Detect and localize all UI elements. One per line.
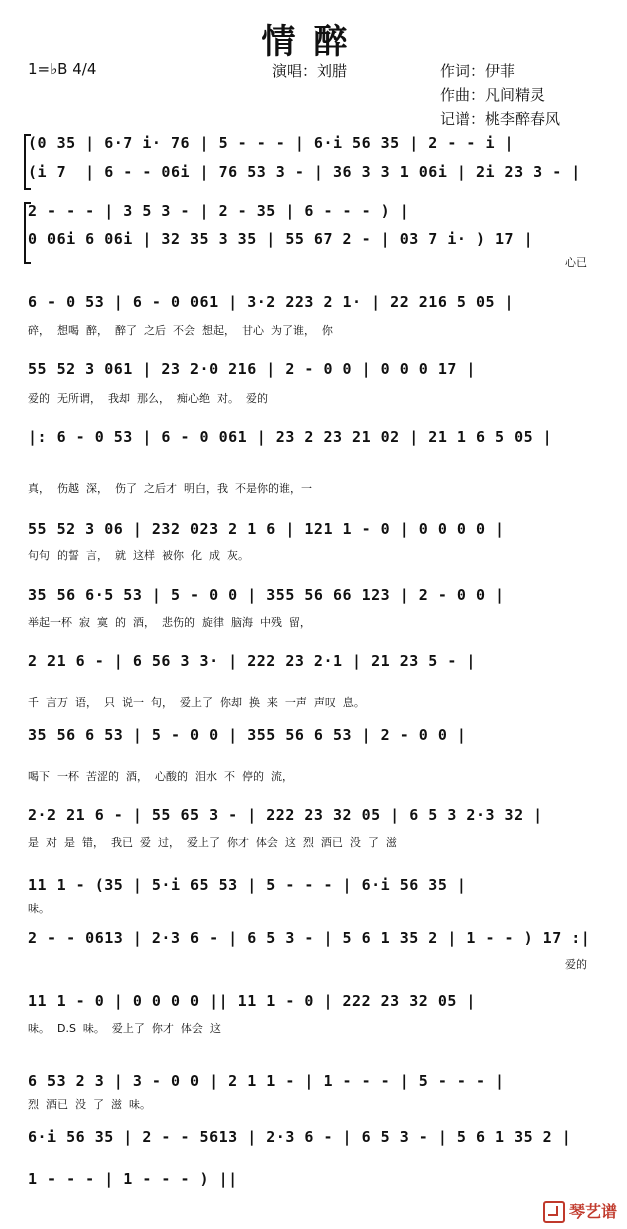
lyric-line: 爱的 无所谓， 我却 那么， 痴心绝 对。 爱的 xyxy=(28,392,268,405)
lyric-line: 喝下 一杯 苦涩的 酒， 心酸的 泪水 不 停的 流， xyxy=(28,770,293,783)
notation-line: 55 52 3 06 | 232 023 2 1 6 | 121 1 - 0 | 0 0 0 0 | xyxy=(28,520,505,538)
lyric-line: 味。 xyxy=(28,902,50,915)
notation-line: 0 06i 6 06i | 32 35 3 35 | 55 67 2 - | 03 7 i· ) 17 | xyxy=(28,230,534,248)
notation-line: (i 7 | 6 - - 06i | 76 53 3 - | 36 3 3 1 06i | 2i 23 3 - | xyxy=(28,163,581,181)
notation-line: 11 1 - 0 | 0 0 0 0 || 11 1 - 0 | 222 23 32 05 | xyxy=(28,992,476,1010)
song-title: 情醉 xyxy=(261,22,366,62)
notation-line: 2 - - 0613 | 2·3 6 - | 6 5 3 - | 5 6 1 35 2 | 1 - - ) 17 :| xyxy=(28,929,591,947)
lyric-line: 烈 酒已 没 了 滋 味。 xyxy=(28,1098,151,1111)
notation-line: 2 21 6 - | 6 56 3 3· | 222 23 2·1 | 21 23 5 - | xyxy=(28,652,476,670)
notation-line: 6·i 56 35 | 2 - - 5613 | 2·3 6 - | 6 5 3 - | 5 6 1 35 2 | xyxy=(28,1128,572,1146)
key-signature: 1=♭B 4/4 xyxy=(28,60,97,78)
lyric-line: 千 言万 语， 只 说一 句， 爱上了 你却 换 来 一声 声叹 息。 xyxy=(28,696,365,709)
lyric-line: 句句 的誓 言， 就 这样 被你 化 成 灰。 xyxy=(28,549,249,562)
notation-line: 35 56 6 53 | 5 - 0 0 | 355 56 6 53 | 2 - 0 0 | xyxy=(28,726,467,744)
notation-line: 6 53 2 3 | 3 - 0 0 | 2 1 1 - | 1 - - - | 5 - - - | xyxy=(28,1072,505,1090)
lyric-line: 碎， 想喝 醉， 醉了 之后 不会 想起， 甘心 为了谁， 你 xyxy=(28,324,333,337)
notation-line: (0 35 | 6·7 i· 76 | 5 - - - | 6·i 56 35 | 2 - - i | xyxy=(28,134,515,152)
notation-line: 2 - - - | 3 5 3 - | 2 - 35 | 6 - - - ) | xyxy=(28,202,410,220)
lyric-line: 心已 xyxy=(565,256,587,269)
lyric-line: 举起一杯 寂 寞 的 酒， 悲伤的 旋律 脑海 中残 留， xyxy=(28,616,311,629)
notation-line: 6 - 0 53 | 6 - 0 061 | 3·2 223 2 1· | 22 216 5 05 | xyxy=(28,293,515,311)
notation-line: 55 52 3 061 | 23 2·0 216 | 2 - 0 0 | 0 0 0 17 | xyxy=(28,360,476,378)
transcriber-credit: 记谱：桃李醉春风 xyxy=(440,110,561,128)
composer-credit: 作曲：凡间精灵 xyxy=(440,86,546,104)
notation-line: |: 6 - 0 53 | 6 - 0 061 | 23 2 23 21 02 | 21 1 6 5 05 | xyxy=(28,428,553,446)
notation-line: 1 - - - | 1 - - - ) || xyxy=(28,1170,238,1188)
lyricist-credit: 作词：伊菲 xyxy=(440,62,516,80)
singer-credit: 演唱：刘腊 xyxy=(272,62,348,80)
notation-line: 2·2 21 6 - | 55 65 3 - | 222 23 32 05 | 6 5 3 2·3 32 | xyxy=(28,806,543,824)
notation-line: 35 56 6·5 53 | 5 - 0 0 | 355 56 66 123 | 2 - 0 0 | xyxy=(28,586,505,604)
logo-icon xyxy=(543,1201,565,1223)
lyric-line: 味。 D.S 味。 爱上了 你才 体会 这 xyxy=(28,1022,221,1035)
lyric-line: 爱的 xyxy=(565,958,587,971)
site-logo: 琴艺谱 xyxy=(543,1199,617,1224)
lyric-line: 真， 伤越 深， 伤了 之后才 明白，我 不是你的谁，一 xyxy=(28,482,312,495)
lyric-line: 是 对 是 错， 我已 爱 过， 爱上了 你才 体会 这 烈 酒已 没 了 滋 xyxy=(28,836,397,849)
notation-line: 11 1 - (35 | 5·i 65 53 | 5 - - - | 6·i 56 35 | xyxy=(28,876,467,894)
